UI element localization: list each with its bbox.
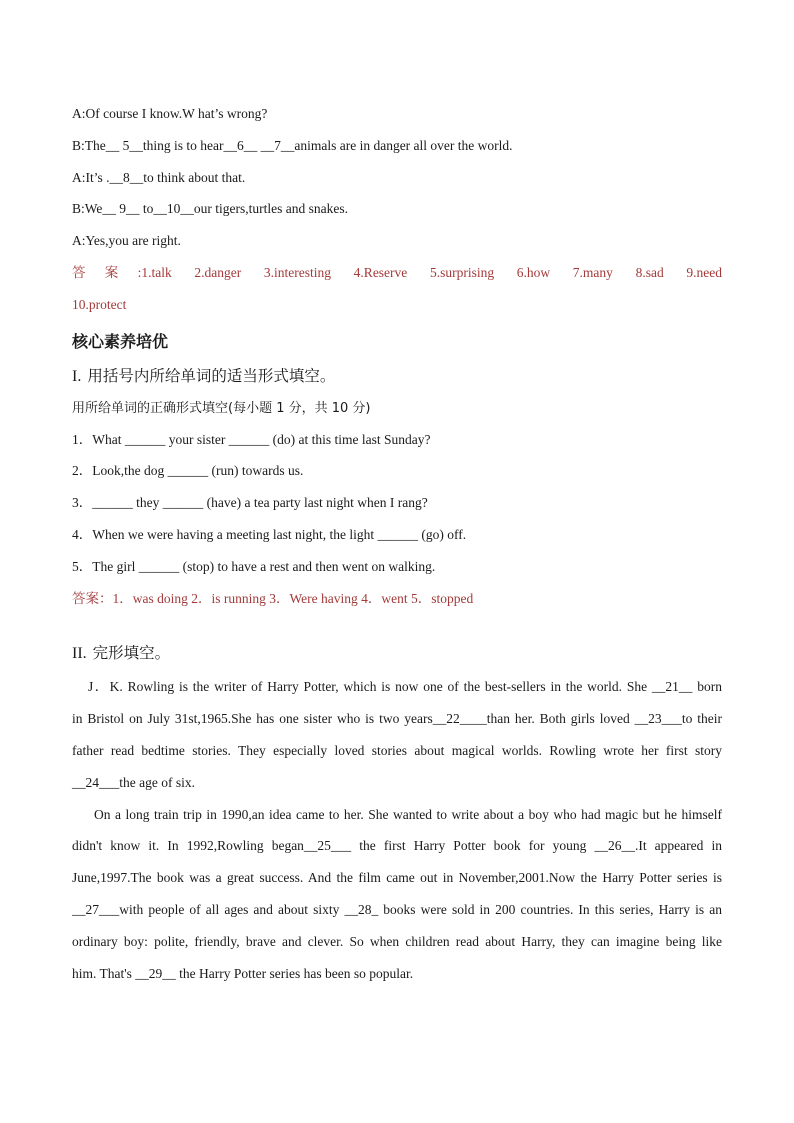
passage-line: him. That's __29__ the Harry Potter series has been so popular. (72, 965, 414, 981)
passage-line: in Bristol on July 31st,1965.She has one sister who is two years__22____than her. Both girls loved __23___to their (72, 711, 722, 727)
question-item: 1．What ______ your sister ______ (do) at this time last Sunday? (72, 431, 431, 447)
passage-line: __27___with people of all ages and about sixty __28_ books were sold in 200 countries. In this series, Harry is an (72, 901, 722, 917)
passage-line: father read bedtime stories. They especially loved stories about magical worlds. Rowling wrote her first story (72, 742, 722, 758)
dialog-line: A:Yes,you are right. (72, 233, 181, 249)
section-heading: 核心素养培优 (72, 331, 169, 351)
question-item: 2．Look,the dog ______ (run) towards us. (72, 463, 304, 479)
question-item: 3．______ they ______ (have) a tea party last night when I rang? (72, 495, 428, 511)
passage-line: __24___the age of six. (72, 774, 195, 790)
dialog-line: A:Of course I know.W hat’s wrong? (72, 106, 268, 121)
document-page (72, 98, 722, 989)
question-item: 4．When we were having a meeting last night, the light ______ (go) off. (72, 526, 467, 542)
spacer (72, 614, 722, 636)
section-number: II. (72, 645, 87, 663)
dialog-line: B:We__ 9__ to__10__our tigers,turtles and snakes. (72, 201, 348, 217)
passage-line: ordinary boy: polite, friendly, brave and clever. So when children read about Harry, they can imagine being like (72, 933, 722, 949)
question-item: 5．The girl ______ (stop) to have a rest and then went on walking. (72, 558, 436, 574)
instruction: 用所给单词的正确形式填空(每小题 1 分，共 10 分) (72, 400, 371, 416)
section-title-text: 完形填空。 (92, 644, 171, 663)
answer-line: 10.protect (72, 296, 127, 312)
passage-line: didn't know it. In 1992,Rowling began__25___ the first Harry Potter book for young __26__.It appeared in (72, 838, 722, 854)
passage-line: On a long train trip in 1990,an idea came to her. She wanted to write about a boy who had magic but he himself (94, 806, 722, 822)
answer-line: 答案:1.talk 2.danger 3.interesting 4.Reserve 5.surprising 6.how 7.many 8.sad 9.need (72, 264, 722, 280)
passage-line: June,1997.The book was a great success. And the film came out in November,2001.Now the Harry Potter series is (72, 870, 722, 886)
section-title (72, 359, 722, 394)
section-number: I. (72, 367, 82, 385)
section-title (72, 636, 722, 671)
section-title-text: 用括号内所给单词的适当形式填空。 (87, 366, 336, 385)
dialog-line: B:The__ 5__thing is to hear__6__ __7__animals are in danger all over the world. (72, 137, 513, 153)
dialog-line: A:It’s .__8__to think about that. (72, 169, 246, 185)
passage-line: J．K. Rowling is the writer of Harry Potter, which is now one of the best-sellers in the world. She __21__ born (88, 679, 722, 695)
answer-line: 答案：1．was doing 2．is running 3．Were having 4．went 5．stopped (72, 590, 474, 606)
